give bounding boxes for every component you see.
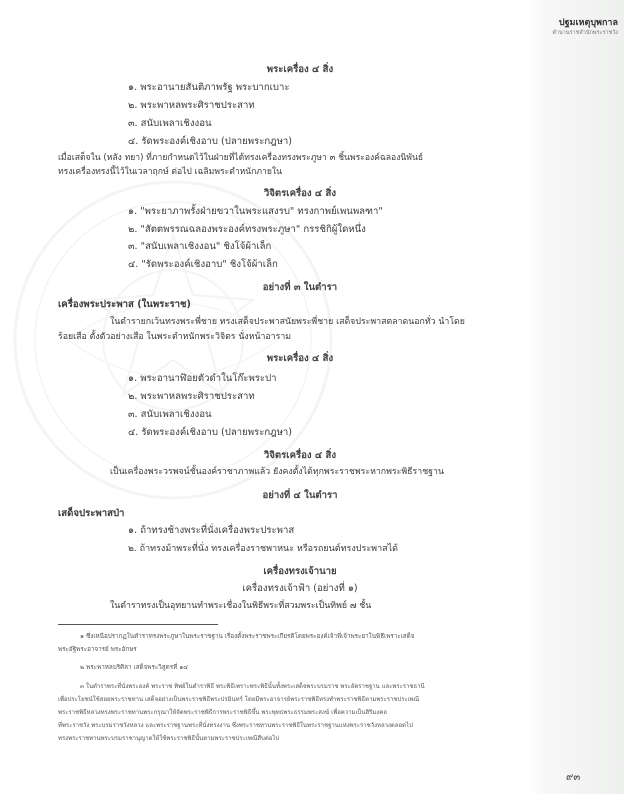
footnote: ๓ ในตำราพระที่นั่งพระองค์ พระราช ทิพย์ในตำราพิธี พระพิธีเพราะพระพิธีนั้นทั้งพระเสด็จพระบรมราช พระอัตราชฐาน และพระราชธานี (80, 683, 425, 690)
section-heading: วิจิตรเครื่อง ๔ สิ่ง (263, 450, 337, 461)
paragraph-line: ร้อยเสือ ตั้งตัวอย่างเสือ ในพระตำหนักพระวิจิตร นั่งหน้าอาราม (58, 332, 292, 342)
section-heading: อย่างที่ ๓ ในตำรา (262, 282, 338, 293)
list-item: ๓. สนับเพลาเชิงงอน (128, 409, 212, 420)
list-item: ๑. พระอานายสันติภาพรัฐ พระบากเบาะ (128, 82, 290, 93)
list-item: ๑. "พระยาภาพรั้งฝ่ายขวาในพระแสงรบ" ทรงกาพย์เพนพลฑา" (128, 206, 383, 217)
section-heading: อย่างที่ ๔ ในตำรา (262, 490, 338, 501)
paragraph-line: เป็นเครื่องพระวรพจน์ชั้นองค์ราชาภาพแล้ว ยังคงตั้งได้ทุกพระราชพระหากพระพิธีราชฐาน (110, 467, 444, 477)
list-item: ๓. "สนับเพลาเชิงงอน" ชิงโจ้ผ้าเล็ก (128, 241, 272, 252)
footnote: ๒ พระพาหลบริศิลา เสด็จพระวิสูตรที่ ๑๔ (80, 664, 188, 671)
page-number: ๙๓ (566, 772, 581, 783)
footnote: ที่พระราชวัง พระบรมราชวังหลวง และพระราชฐานพระที่นั่งทรงงาน ซึ่งพระราชทานพระราชพิธีในพระราชฐานแห่งพระราชวังหลวงตลอดไป (58, 722, 413, 729)
list-item: ๑. ถ้าทรงช้างพระที่นั่งเครื่องพระประพาส (128, 525, 295, 536)
list-item: ๔. รัดพระองค์เชิงอาบ (ปลายพระกฎษา) (128, 136, 293, 147)
section-heading: พระเครื่อง ๔ สิ่ง (266, 353, 334, 364)
footnote: ๑ ซึ่งเหนือปรากฏในตำราทรงพระภูษาในพระราชฐาน เรื่องตั้งพระราชพระเกียรติโดยพระองค์เจ้าพี่เจ้าพระยาในพิธีเพราะเสด็จ (80, 633, 415, 640)
list-item: ๒. "สัตตพรรณฉลองพระองค์ทรงพระภูษา" กรรชิกิผู้ใดหนึ่ง (128, 224, 366, 235)
footnote: พระอัฐิพระอาจารย์ พระอักษร (58, 646, 137, 653)
list-item: ๒. ถ้าทรงม้าพระที่นั่ง ทรงเครื่องราชพาหนะ หรือรถยนต์ทรงประพาสได้ (128, 544, 399, 554)
paragraph-line: ทรงเครื่องทรงนี้ไว้ในเวลาฤกษ์ ต่อไป เฉลิมพระตำหนักภายใน (58, 167, 282, 177)
list-item: ๒. พระพาหลพระศิราชประสาท (128, 391, 255, 402)
list-item: ๔. รัดพระองค์เชิงอาบ (ปลายพระกฎษา) (128, 427, 293, 438)
section-heading: วิจิตรเครื่อง ๔ สิ่ง (263, 188, 337, 199)
paragraph-line: เมื่อเสด็จใน (หลัง ทยา) ที่ภายกำหนดไว้ในฝ่ายที่ได้ทรงเครื่องทรงพระภูษา ๓ ชิ้นพระองค์ฉลองนิพันธ์ (58, 153, 424, 163)
header-title: ปฐมเหตุบุพกาล (558, 18, 618, 28)
section-heading: เครื่องทรงเจ้านาย (263, 566, 337, 577)
header-subtitle: ตำนานราชสำนักพระราชวัง (552, 30, 618, 36)
paragraph-line: ในตำรายกเว้นทรงพระพี่ชาย ทรงเสด็จประพาสนัยพระพี่ชาย เสด็จประพาสตลาดนอกทั่ว นำโดย (110, 317, 465, 327)
list-item: ๔. "รัดพระองค์เชิงอาบ" ชิงโจ้ผ้าเล็ก (128, 259, 278, 270)
list-item: ๑. พระอานาฬ้อยตัวดำในโก๊ะพระปา (128, 373, 277, 384)
paragraph-line: ในตำราทรงเป็นอุทยานทำพระเชื่องในพิธีพระที่สวมพระเป็นทิพย์ ๗ ชั้น (110, 601, 372, 611)
footnote: พระราชพิธีหลวงทรงพระราชทานพระกรุณาให้จัดพระราชพิธีการพระราชพิธีขึ้น พระพุทธพระธรรมพระสงฆ์ เพื่อความเป็นสิริมงคล (58, 709, 387, 716)
footnote-divider (58, 624, 218, 625)
section-heading: พระเครื่อง ๔ สิ่ง (266, 64, 334, 75)
section-subtitle: เสด็จประพาสป่า (58, 508, 125, 519)
footnote: เพื่อประโยชน์ใช้สอยพระราชทาน เสด็จอย่างเป็นพระราชพิธีพระปรมินทร์ โดยมีพระอาจารย์พระราชพิธีทรงทำพระราชพิธีตามพระราชประเพณี (58, 696, 420, 703)
section-subheading: เครื่องทรงเจ้าฟ้า (อย่างที่ ๑) (242, 583, 358, 594)
list-item: ๒. พระพาหลพระศิราชประสาท (128, 100, 255, 111)
side-band (530, 0, 624, 794)
footnote: ทรงพระราชทานพระบรมราชานุญาตให้ใช้พระราชพิธีนั้นตามพระราชประเพณีสืบต่อไป (58, 735, 280, 742)
section-subtitle: เครื่องพระประพาส (ในพระราช) (58, 299, 191, 310)
list-item: ๓. สนับเพลาเชิงงอน (128, 118, 212, 129)
